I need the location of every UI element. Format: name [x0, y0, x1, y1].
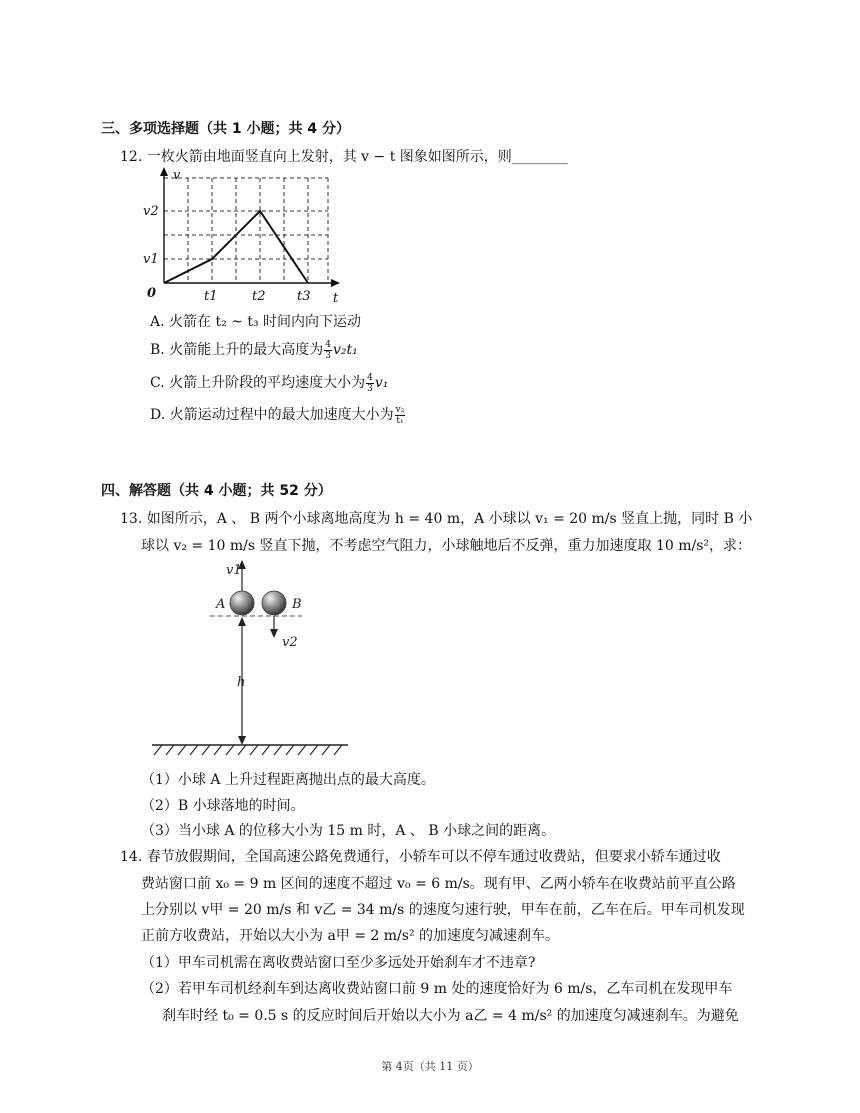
- q13-figure: [148, 556, 358, 762]
- v2-label: v2: [143, 204, 159, 219]
- ball-a-label: A: [216, 597, 226, 612]
- q14-line-3: 上分别以 v甲 = 20 m/s 和 v乙 = 34 m/s 的速度匀速行驶，甲车在前，乙车在后。甲车司机发现: [141, 902, 745, 918]
- v2-label: v2: [282, 635, 298, 650]
- option-b-fraction: [324, 340, 332, 361]
- t2-label: t2: [252, 289, 266, 304]
- page-footer: 第 4页（共 11 页）: [381, 1060, 479, 1073]
- v1-label: v1: [226, 563, 242, 578]
- axis-v-label: v: [173, 168, 181, 183]
- q12-option-c: [150, 372, 388, 394]
- v-axis-arrow-icon: [160, 167, 168, 176]
- frac-den: t₁: [396, 415, 404, 426]
- height-arrow-bottom-icon: [238, 736, 246, 745]
- t1-label: t1: [204, 289, 218, 304]
- q14-sub-2-cont: 刹车时经 t₀ = 0.5 s 的反应时间后开始以大小为 a乙 = 4 m/s² 的加速度匀减速刹车。为避免: [162, 1008, 739, 1024]
- ground-hatching: [154, 745, 342, 755]
- axis-t-label: t: [333, 291, 339, 306]
- q13-sub-2: （2）B 小球落地的时间。: [141, 798, 305, 814]
- q14-line-2: 费站窗口前 x₀ = 9 m 区间的速度不超过 v₀ = 6 m/s。现有甲、乙两小轿车在收费站前平直公路: [141, 876, 736, 892]
- origin-label: 0: [147, 286, 157, 301]
- option-b-expr: v₂t₁: [332, 342, 358, 358]
- ball-b-label: B: [292, 597, 302, 612]
- option-c-expr: v₁: [374, 375, 389, 391]
- frac-den: 3: [325, 350, 331, 361]
- q12-option-b: [150, 339, 358, 361]
- q14-sub-1: （1）甲车司机需在离收费站窗口至少多远处开始刹车才不违章?: [141, 955, 536, 971]
- t3-label: t3: [297, 289, 311, 304]
- q14-line-4: 正前方收费站，开始以大小为 a甲 = 2 m/s² 的加速度匀减速刹车。: [141, 928, 560, 944]
- q12-stem: 12. 一枚火箭由地面竖直向上发射，其 v − t 图象如图所示，则________: [120, 149, 568, 165]
- q12-vt-graph: [140, 166, 350, 308]
- option-d-text: D. 火箭运动过程中的最大加速度大小为: [150, 407, 394, 423]
- q12-option-a: A. 火箭在 t₂ ~ t₃ 时间内向下运动: [150, 314, 362, 330]
- q14-line-1: 14. 春节放假期间，全国高速公路免费通行，小轿车可以不停车通过收费站，但要求小轿车通过收: [120, 849, 721, 865]
- h-label: h: [237, 675, 246, 690]
- q14-sub-2: （2）若甲车司机经刹车到达离收费站窗口前 9 m 处的速度恰好为 6 m/s，乙车司机在发现甲车: [141, 981, 733, 997]
- option-c-text: C. 火箭上升阶段的平均速度大小为: [150, 375, 366, 391]
- frac-den: 3: [367, 383, 373, 394]
- v2-arrow-head-icon: [270, 629, 278, 638]
- graph-grid: [164, 178, 328, 283]
- height-arrow-top-icon: [238, 617, 246, 626]
- frac-num: v₂: [395, 404, 405, 415]
- q13-sub-3: （3）当小球 A 的位移大小为 15 m 时，A 、 B 小球之间的距离。: [141, 823, 556, 839]
- q13-sub-1: （1）小球 A 上升过程距离抛出点的最大高度。: [141, 772, 435, 788]
- ball-a: [230, 591, 254, 615]
- q13-line-2: 球以 v₂ = 10 m/s 竖直下抛，不考虑空气阻力，小球触地后不反弹，重力加速度取 10 m/s²，求：: [141, 538, 751, 554]
- option-d-fraction: [395, 405, 406, 426]
- option-b-text: B. 火箭能上升的最大高度为: [150, 342, 324, 358]
- q12-option-d: [150, 404, 406, 426]
- ball-b: [262, 591, 286, 615]
- t-axis-arrow-icon: [331, 279, 340, 287]
- option-c-fraction: [366, 373, 374, 394]
- q13-line-1: 13. 如图所示，A 、 B 两个小球离地高度为 h = 40 m，A 小球以 v₁ = 20 m/s 竖直上抛，同时 B 小: [120, 511, 753, 527]
- frac-num: 4: [367, 372, 373, 383]
- frac-num: 4: [325, 339, 331, 350]
- section-3-title: 三、多项选择题（共 1 小题；共 4 分）: [101, 121, 350, 137]
- section-4-title: 四、解答题（共 4 小题；共 52 分）: [101, 483, 332, 499]
- v1-label: v1: [143, 252, 159, 267]
